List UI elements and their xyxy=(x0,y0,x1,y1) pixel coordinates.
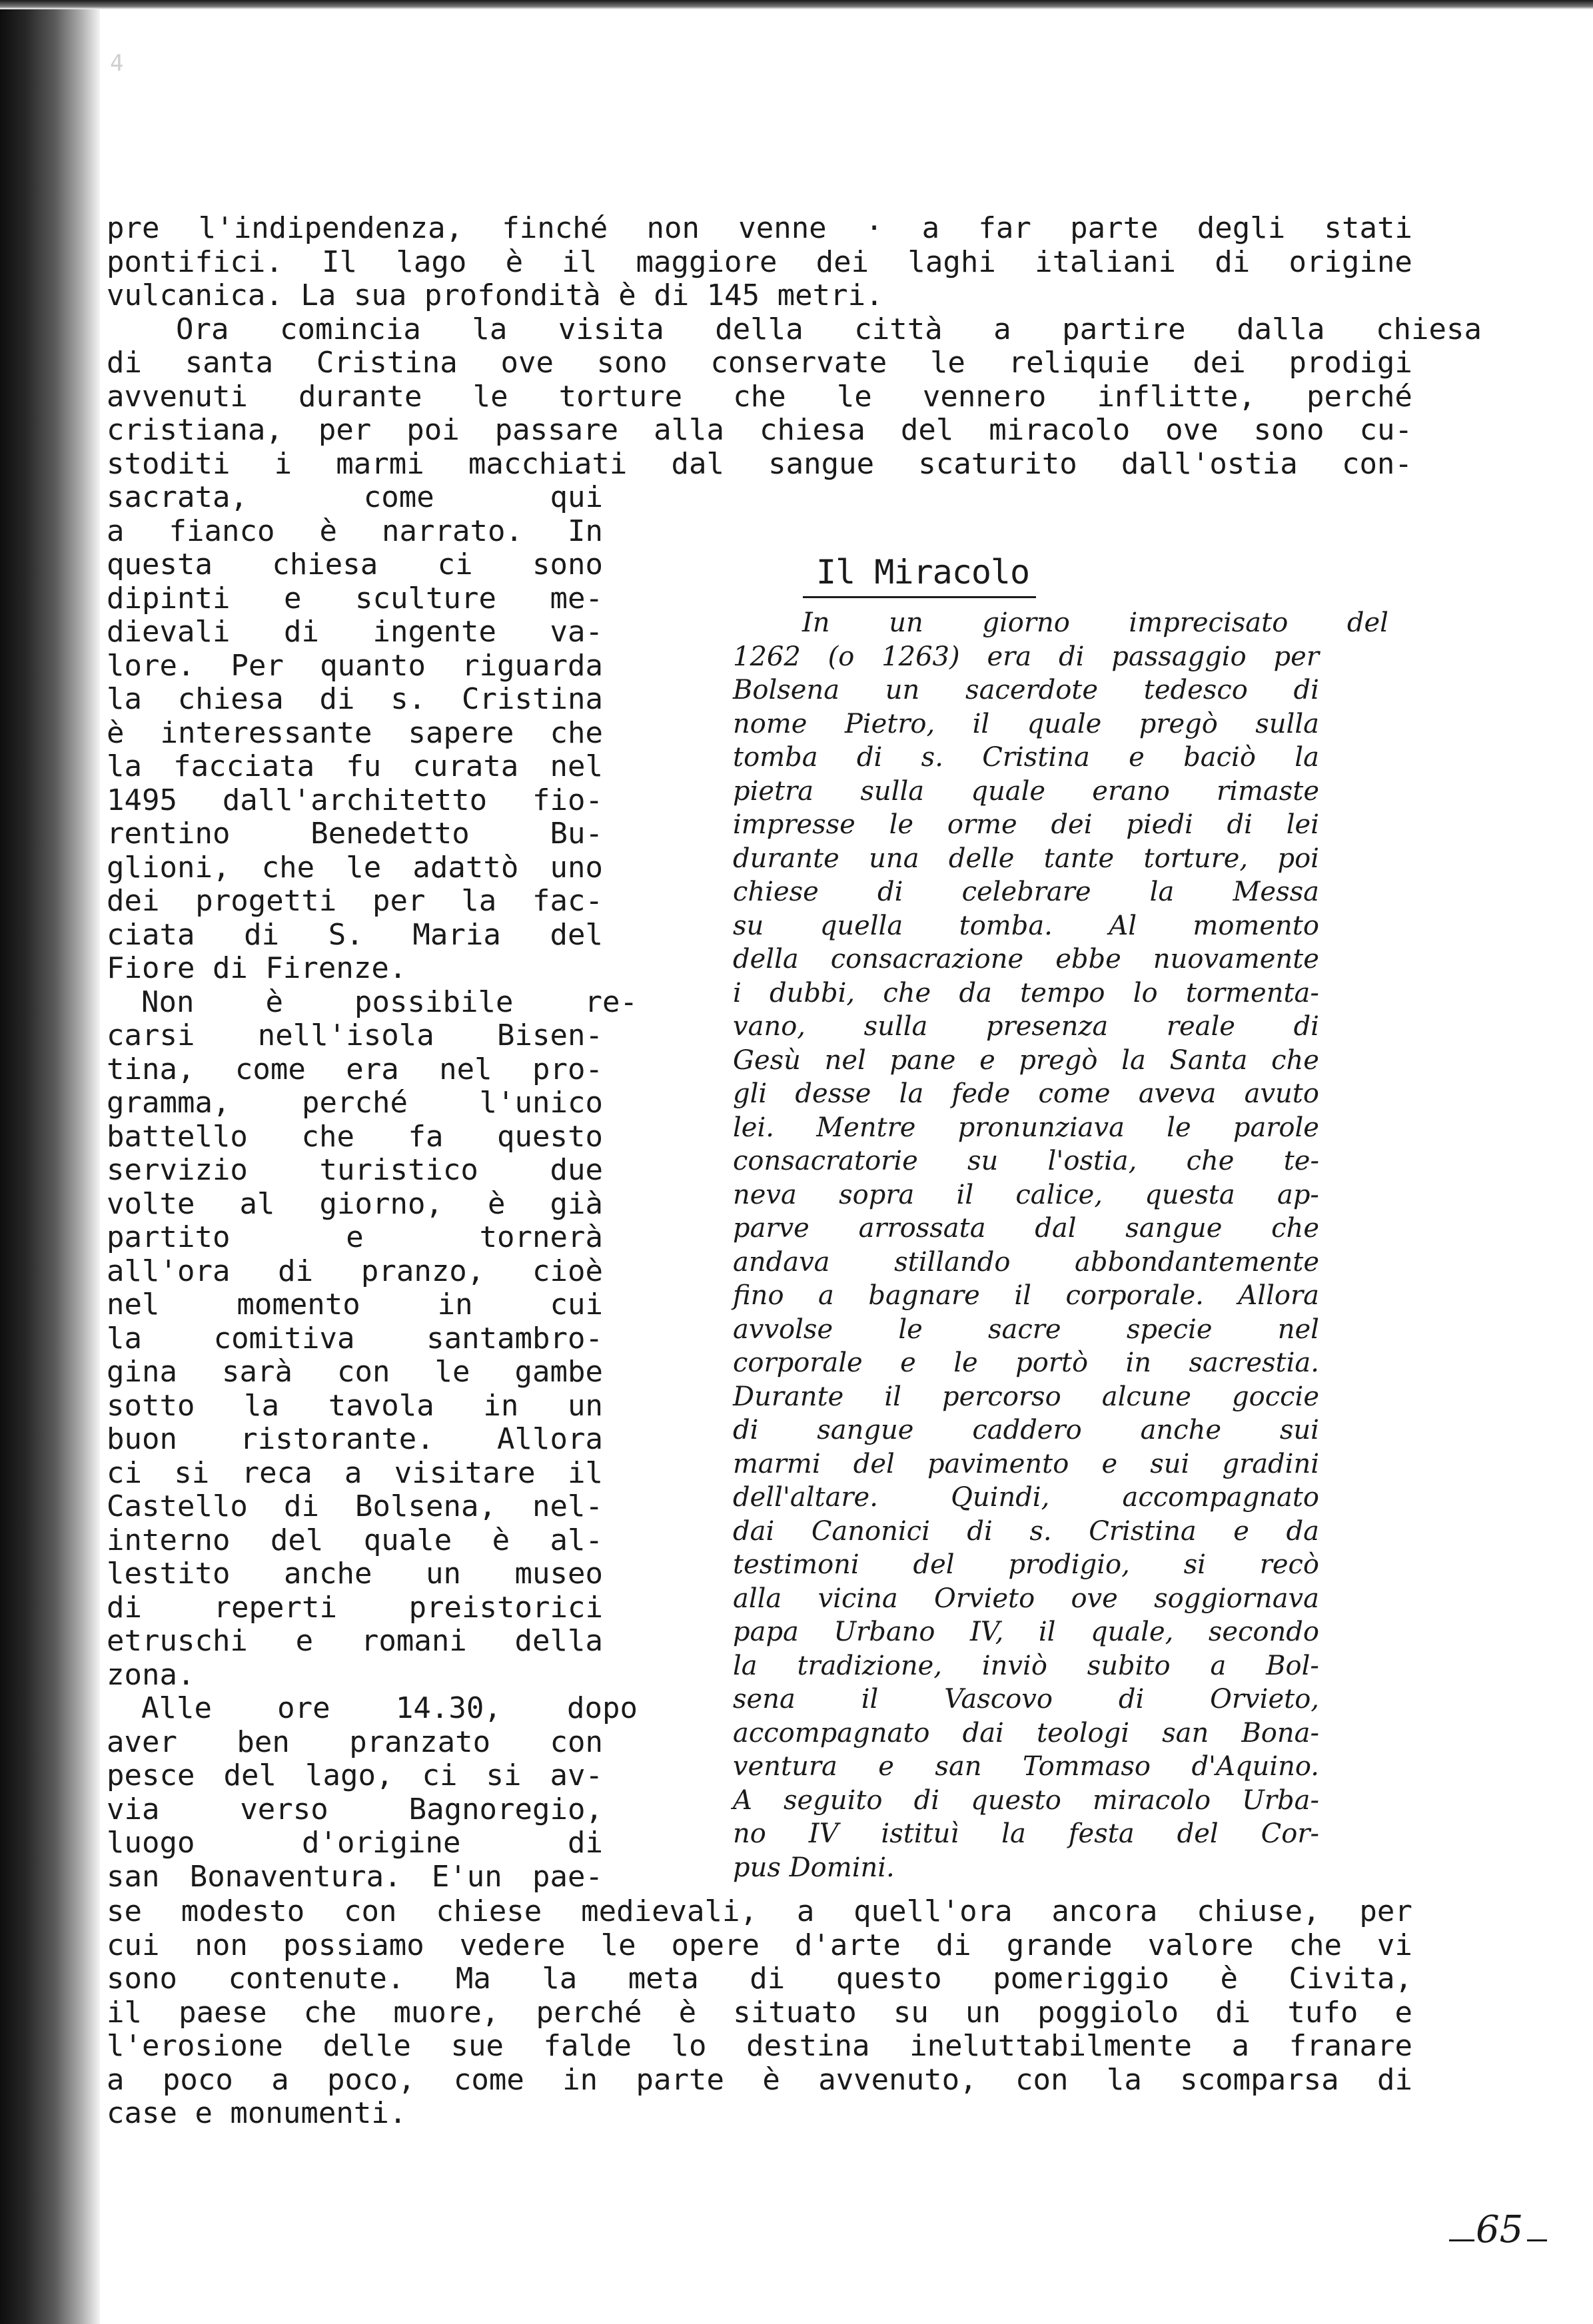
text-line: fino a bagnare il corporale. Allora xyxy=(733,1280,1319,1311)
text-line: Castello di Bolsena, nel- xyxy=(107,1489,603,1523)
text-line: Fiore di Firenze. xyxy=(107,951,407,985)
text-line: la comitiva santambro- xyxy=(107,1321,603,1356)
text-line: sotto la tavola in un xyxy=(107,1388,603,1423)
text-line: partito e tornerà xyxy=(107,1220,603,1254)
text-line: a poco a poco, come in parte è avvenuto, con la scomparsa di xyxy=(107,2062,1412,2097)
text-line: gramma, perché l'unico xyxy=(107,1086,603,1120)
text-line: battello che fa questo xyxy=(107,1119,603,1154)
text-line: questa chiesa ci sono xyxy=(107,548,603,581)
text-line: tomba di s. Cristina e baciò la xyxy=(733,742,1319,773)
text-line: sacrata, come qui xyxy=(107,480,603,514)
text-line: ciata di S. Maria del xyxy=(107,917,603,952)
scan-top-edge xyxy=(0,0,1593,9)
text-line: la tradizione, inviò subito a Bol- xyxy=(733,1650,1319,1681)
text-line: interno del quale è al- xyxy=(107,1523,603,1557)
text-line: glioni, che le adattò uno xyxy=(107,850,603,885)
text-line: 1495 dall'architetto fio- xyxy=(107,783,603,817)
text-line: corporale e le portò in sacrestia. xyxy=(733,1348,1319,1378)
text-line: buon ristorante. Allora xyxy=(107,1422,603,1456)
text-line: il paese che muore, perché è situato su un poggiolo di tufo e xyxy=(107,1995,1412,2030)
text-line: aver ben pranzato con xyxy=(107,1725,603,1759)
text-line: di reperti preistorici xyxy=(107,1590,603,1625)
text-line: di sangue caddero anche sui xyxy=(733,1415,1319,1445)
text-line: Durante il percorso alcune goccie xyxy=(733,1381,1319,1412)
text-line: alla vicina Orvieto ove soggiornava xyxy=(733,1583,1319,1614)
text-line: parve arrossata dal sangue che xyxy=(733,1213,1319,1244)
text-line: Ora comincia la visita della città a partire dalla chiesa xyxy=(176,312,1482,346)
text-line: gina sarà con le gambe xyxy=(107,1355,603,1389)
text-line: neva sopra il calice, questa ap- xyxy=(733,1179,1319,1210)
text-line: accompagnato dai teologi san Bona- xyxy=(733,1717,1319,1748)
text-line: sono contenute. Ma la meta di questo pomeriggio è Civita, xyxy=(107,1962,1412,1996)
text-line: nel momento in cui xyxy=(107,1288,603,1322)
text-line: chiese di celebrare la Messa xyxy=(733,877,1319,907)
text-line: impresse le orme dei piedi di lei xyxy=(733,809,1319,840)
text-line: via verso Bagnoregio, xyxy=(107,1792,603,1826)
text-line: pre l'indipendenza, finché non venne · a far parte degli stati xyxy=(107,211,1412,245)
text-line: andava stillando abbondantemente xyxy=(733,1246,1319,1278)
text-line: durante una delle tante torture, poi xyxy=(733,843,1319,874)
text-line: avvenuti durante le torture che le vennero inflitte, perché xyxy=(107,379,1412,414)
text-line: Alle ore 14.30, dopo xyxy=(141,1691,638,1725)
text-line: carsi nell'isola Bisen- xyxy=(107,1018,603,1052)
text-line: dipinti e sculture me- xyxy=(107,581,603,615)
faded-corner-number: 4 xyxy=(110,50,124,77)
text-line: vulcanica. La sua profondità è di 145 metri. xyxy=(107,278,883,312)
text-line: etruschi e romani della xyxy=(107,1624,603,1658)
text-line: san Bonaventura. E'un pae- xyxy=(107,1859,603,1894)
page-number: 65 xyxy=(1476,2208,1524,2251)
page-number-dash-left xyxy=(1449,2239,1474,2241)
text-line: la facciata fu curata nel xyxy=(107,749,603,783)
text-line: lei. Mentre pronunziava le parole xyxy=(733,1112,1319,1143)
text-line: se modesto con chiese medievali, a quell'ora ancora chiuse, per xyxy=(107,1894,1412,1928)
text-line: In un giorno imprecisato del xyxy=(802,607,1388,638)
text-line: è interessante sapere che xyxy=(107,715,603,750)
text-line: di santa Cristina ove sono conservate le reliquie dei prodigi xyxy=(107,346,1412,380)
text-line: rentino Benedetto Bu- xyxy=(107,817,603,851)
text-line: cristiana, per poi passare alla chiesa del miracolo ove sono cu- xyxy=(107,413,1412,447)
text-line: pietra sulla quale erano rimaste xyxy=(733,775,1319,807)
text-line: zona. xyxy=(107,1657,195,1692)
text-line: ventura e san Tommaso d'Aquino. xyxy=(733,1751,1319,1782)
text-line: dai Canonici di s. Cristina e da xyxy=(733,1515,1319,1547)
text-line: pus Domini. xyxy=(733,1852,895,1883)
text-line: pesce del lago, ci si av- xyxy=(107,1758,603,1792)
text-line: della consacrazione ebbe nuovamente xyxy=(733,944,1319,974)
text-line: dell'altare. Quindi, accompagnato xyxy=(733,1482,1319,1513)
text-line: l'erosione delle sue falde lo destina ineluttabilmente a franare xyxy=(107,2029,1412,2063)
text-line: testimoni del prodigio, si recò xyxy=(733,1549,1319,1580)
text-line: consacratorie su l'ostia, che te- xyxy=(733,1146,1319,1176)
text-line: 1262 (o 1263) era di passaggio per xyxy=(733,641,1319,672)
text-line: volte al giorno, è già xyxy=(107,1186,603,1221)
heading-underline xyxy=(803,596,1036,598)
text-line: pontifici. Il lago è il maggiore dei laghi italiani di origine xyxy=(107,244,1412,279)
text-line: la chiesa di s. Cristina xyxy=(107,682,603,716)
page-number-dash-right xyxy=(1527,2239,1547,2241)
text-line: case e monumenti. xyxy=(107,2096,407,2130)
text-line: stoditi i marmi macchiati dal sangue scaturito dall'ostia con- xyxy=(107,446,1412,481)
text-line: marmi del pavimento e sui gradini xyxy=(733,1448,1319,1479)
text-line: Gesù nel pane e pregò la Santa che xyxy=(733,1044,1319,1076)
text-line: i dubbi, che da tempo lo tormenta- xyxy=(733,977,1319,1008)
text-line: luogo d'origine di xyxy=(107,1826,603,1860)
text-line: cui non possiamo vedere le opere d'arte di grande valore che vi xyxy=(107,1928,1412,1962)
text-line: a fianco è narrato. In xyxy=(107,514,603,548)
text-line: vano, sulla presenza reale di xyxy=(733,1011,1319,1042)
text-line: su quella tomba. Al momento xyxy=(733,910,1319,941)
text-line: gli desse la fede come aveva avuto xyxy=(733,1078,1319,1109)
text-line: dei progetti per la fac- xyxy=(107,884,603,918)
text-line: nome Pietro, il quale pregò sulla xyxy=(733,708,1319,739)
text-line: A seguito di questo miracolo Urba- xyxy=(733,1784,1319,1816)
text-line: papa Urbano IV, il quale, secondo xyxy=(733,1617,1319,1647)
text-line: sena il Vascovo di Orvieto, xyxy=(733,1684,1319,1715)
text-line: avvolse le sacre specie nel xyxy=(733,1314,1319,1345)
box-heading: Il Miracolo xyxy=(816,553,1030,591)
text-line: Bolsena un sacerdote tedesco di xyxy=(733,675,1319,705)
text-line: tina, come era nel pro- xyxy=(107,1052,603,1086)
text-line: ci si reca a visitare il xyxy=(107,1455,603,1490)
text-line: Non è possibile re- xyxy=(141,984,638,1019)
text-line: no IV istituì la festa del Cor- xyxy=(733,1818,1319,1849)
text-line: all'ora di pranzo, cioè xyxy=(107,1254,603,1288)
text-line: dievali di ingente va- xyxy=(107,615,603,649)
text-line: servizio turistico due xyxy=(107,1153,603,1187)
text-line: lore. Per quanto riguarda xyxy=(107,648,603,683)
scan-shadow-edge xyxy=(0,0,100,2324)
text-line: lestito anche un museo xyxy=(107,1557,603,1591)
